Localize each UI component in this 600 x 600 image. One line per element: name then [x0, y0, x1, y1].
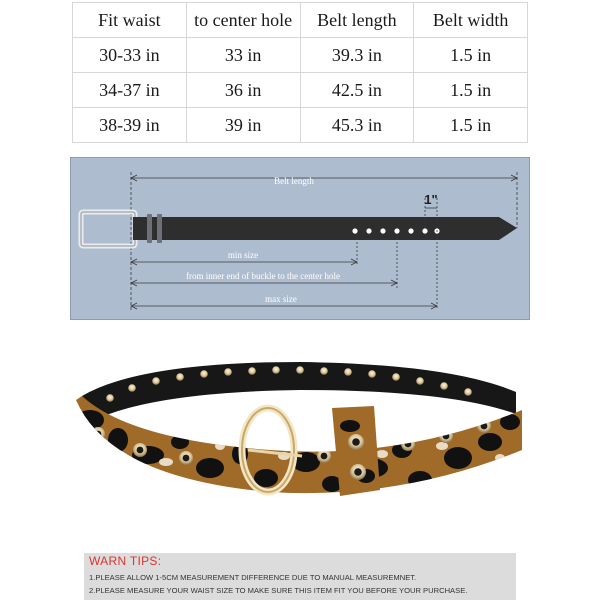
cell-belt-width: 1.5 in	[414, 108, 528, 143]
table-row	[73, 73, 528, 108]
cell-fit-waist: 34-37 in	[73, 73, 187, 108]
header-fit-waist: Fit waist	[73, 3, 187, 38]
size-table-header-row	[73, 3, 528, 38]
header-center-hole: to center hole	[186, 3, 300, 38]
cell-belt-length: 45.3 in	[300, 108, 414, 143]
header-belt-width: Belt width	[414, 3, 528, 38]
center-hole-label: from inner end of buckle to the center hole	[186, 271, 340, 281]
hole-spacing-marker	[425, 198, 437, 308]
size-table	[72, 2, 528, 143]
table-row	[73, 108, 528, 143]
table-row	[73, 38, 528, 73]
cell-belt-width: 1.5 in	[414, 38, 528, 73]
cell-belt-width: 1.5 in	[414, 73, 528, 108]
cell-center-hole: 39 in	[186, 108, 300, 143]
warn-tip-line: 1.PLEASE ALLOW 1-5CM MEASUREMENT DIFFERENCE DUE TO MANUAL MEASUREMNET.	[89, 573, 417, 582]
diagram-svg	[71, 158, 531, 321]
cell-fit-waist: 30-33 in	[73, 38, 187, 73]
cell-center-hole: 36 in	[186, 73, 300, 108]
cell-center-hole: 33 in	[186, 38, 300, 73]
warn-tips-title: WARN TIPS:	[89, 554, 162, 568]
header-belt-length: Belt length	[300, 3, 414, 38]
cell-belt-length: 39.3 in	[300, 38, 414, 73]
buckle-icon	[81, 212, 135, 246]
belt-product-photo	[70, 350, 530, 510]
cell-belt-length: 42.5 in	[300, 73, 414, 108]
belt-length-label: Belt length	[274, 176, 314, 186]
warn-tip-line: 2.PLEASE MEASURE YOUR WAIST SIZE TO MAKE SURE THIS ITEM FIT YOU BEFORE YOUR PURCHASE.	[89, 586, 468, 595]
hole-spacing-label: 1"	[424, 192, 438, 207]
belt-strap	[133, 217, 517, 240]
keeper-loop	[157, 214, 162, 243]
max-size-label: max size	[265, 294, 297, 304]
belt-keeper-loop	[332, 406, 380, 496]
cell-fit-waist: 38-39 in	[73, 108, 187, 143]
min-size-label: min size	[227, 250, 259, 260]
warn-tips-panel	[84, 553, 516, 600]
belt-measurement-diagram	[70, 157, 530, 320]
belt-length-arrow	[131, 172, 517, 310]
keeper-loop	[147, 214, 152, 243]
